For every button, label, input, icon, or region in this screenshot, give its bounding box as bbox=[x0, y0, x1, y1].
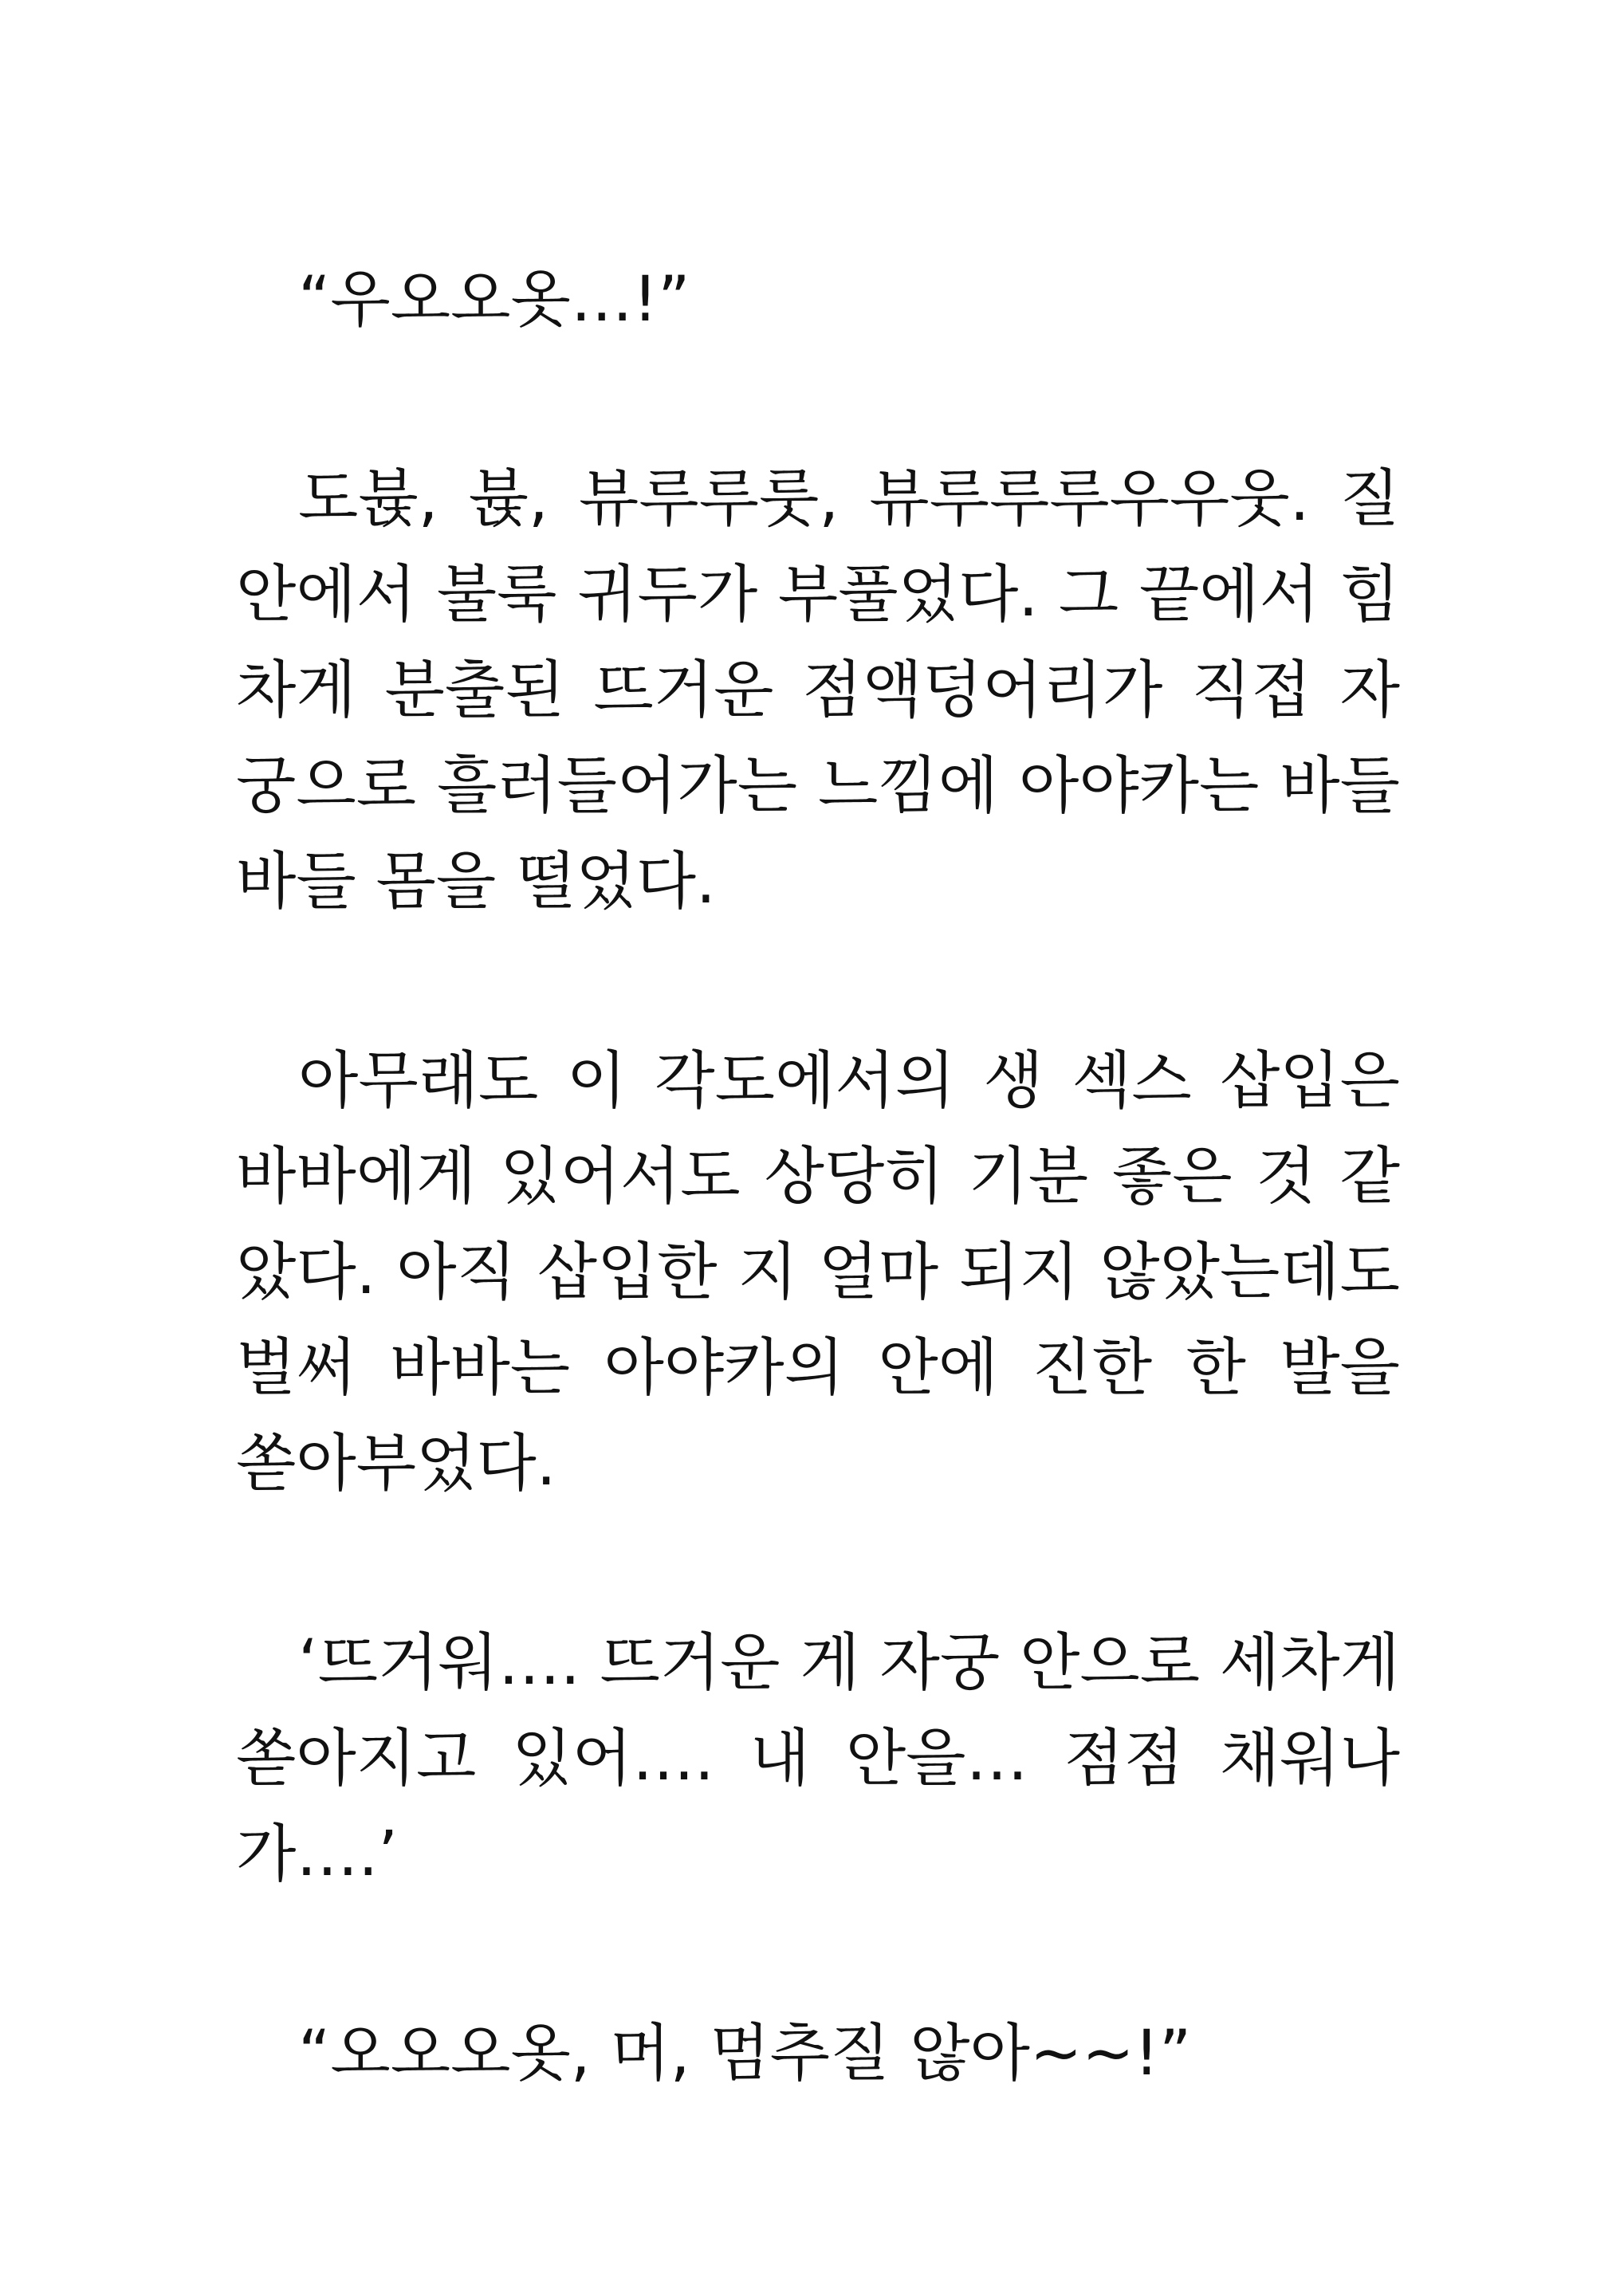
thought-line: 가….’ bbox=[236, 1818, 398, 1890]
paragraph-line: 차게 분출된 뜨거운 점액덩어리가 직접 자 bbox=[236, 655, 1400, 726]
dialogue-line: “우오오옷…!” bbox=[298, 264, 690, 336]
paragraph-line: 았다. 아직 삽입한 지 얼마 되지 않았는데도 bbox=[236, 1236, 1400, 1308]
dialogue-line: “오오오옷, 머, 멈추질 않아~~!” bbox=[298, 2018, 1192, 2090]
paragraph-line: 벌써 바바는 아야카의 안에 진한 한 발을 bbox=[236, 1332, 1400, 1404]
paragraph-line: 쏟아부었다. bbox=[236, 1428, 556, 1500]
thought-line: 쏟아지고 있어…. 내 안을… 점점 채워나 bbox=[236, 1723, 1400, 1795]
thought-line: ‘뜨거워…. 뜨거운 게 자궁 안으로 세차게 bbox=[298, 1627, 1400, 1699]
paragraph-line: 궁으로 흘러들어가는 느낌에 아야카는 바들 bbox=[236, 750, 1400, 822]
paragraph-line: 바바에게 있어서도 상당히 기분 좋은 것 같 bbox=[236, 1141, 1400, 1213]
paragraph-line: 바들 몸을 떨었다. bbox=[236, 846, 716, 918]
paragraph-line: 안에서 불룩 귀두가 부풀었다. 그 끝에서 힘 bbox=[236, 559, 1400, 631]
paragraph-line: 아무래도 이 각도에서의 생 섹스 삽입은 bbox=[298, 1045, 1400, 1117]
paragraph-line: 도뷵, 뷵, 뷰루루룻, 뷰루루루우우웃. 질 bbox=[298, 463, 1400, 535]
